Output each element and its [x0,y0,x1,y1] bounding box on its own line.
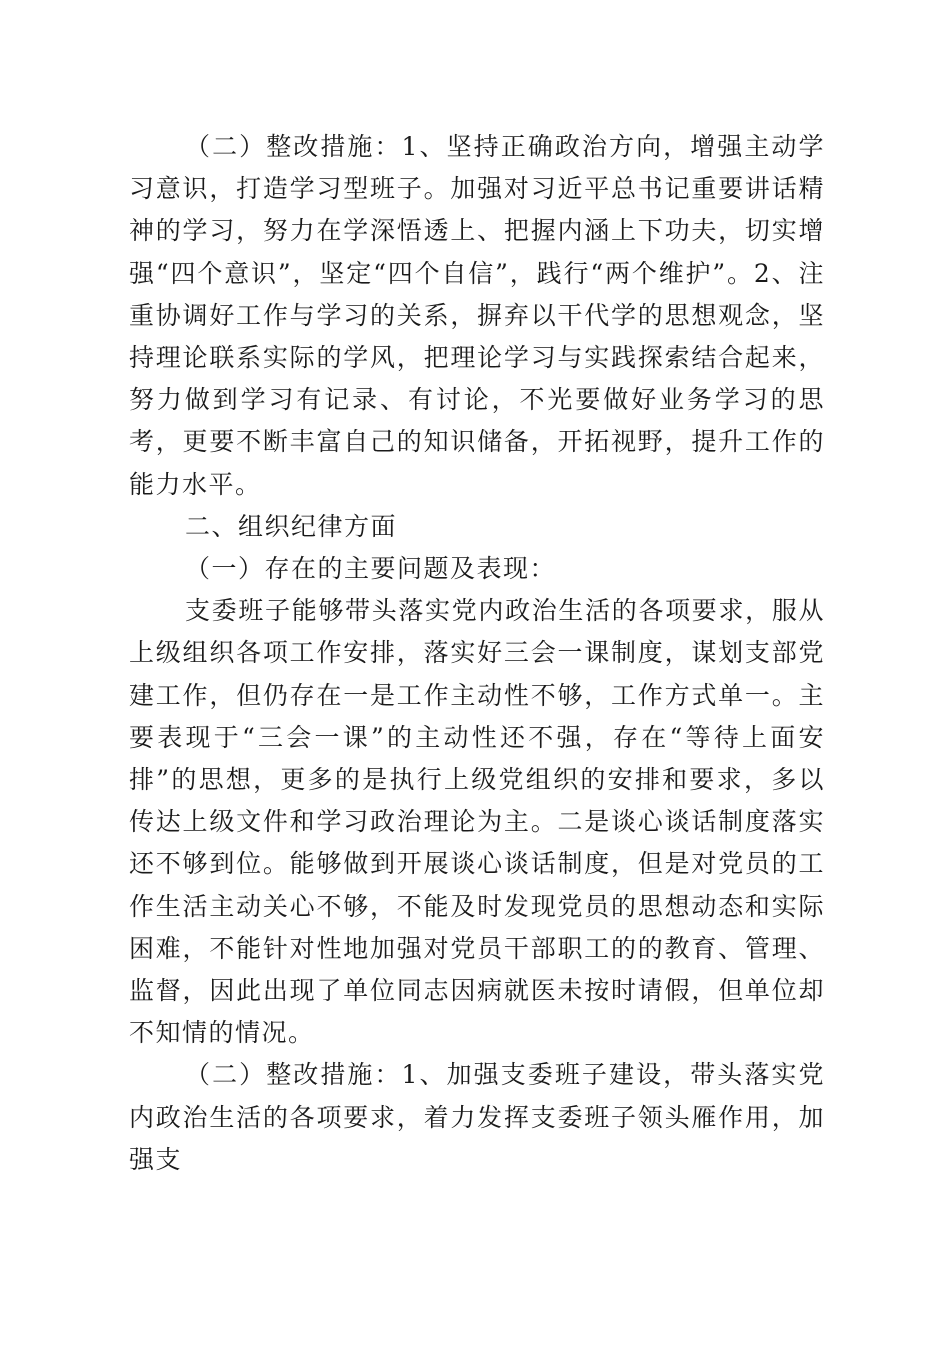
subsection-heading-main-problems: （一）存在的主要问题及表现： [185,554,557,584]
paragraph-problems-description: 支委班子能够带头落实党内政治生活的各项要求，服从上级组织各项工作安排，落实好三会一课制度，谋划支部党建工作，但仍存在一是工作主动性不够，工作方式单一。主要表现于“三会一课”的主动性还不强，存在“等待上面安排”的思想，更多的是执行上级党组织的安排和要求，多以传达上级文件和学习政治理论为主。二是谈心谈话制度落实还不够到位。能够做到开展谈心谈话制度，但是对党员的工作生活主动关心不够，不能及时发现党员的思想动态和实际困难，不能针对性地加强对党员干部职工的的教育、管理、监督，因此出现了单位同志因病就医未按时请假，但单位却不知情的情况。 [129,596,825,1048]
document-body [129,126,825,1181]
paragraph-rectification-measures-study: （二）整改措施：1、坚持正确政治方向，增强主动学习意识，打造学习型班子。加强对习近平总书记重要讲话精神的学习，努力在学深悟透上、把握内涵上下功夫，切实增强“四个意识”，坚定“四个自信”，践行“两个维护”。2、注重协调好工作与学习的关系，摒弃以干代学的思想观念，坚持理论联系实际的学风，把理论学习与实践探索结合起来，努力做到学习有记录、有讨论，不光要做好业务学习的思考，更要不断丰富自己的知识储备，开拓视野，提升工作的能力水平。 [129,132,825,499]
section-heading-organizational-discipline: 二、组织纪律方面 [185,511,398,541]
paragraph-rectification-measures-committee: （二）整改措施：1、加强支委班子建设，带头落实党内政治生活的各项要求，着力发挥支委班子领头雁作用，加强支 [129,1060,825,1174]
